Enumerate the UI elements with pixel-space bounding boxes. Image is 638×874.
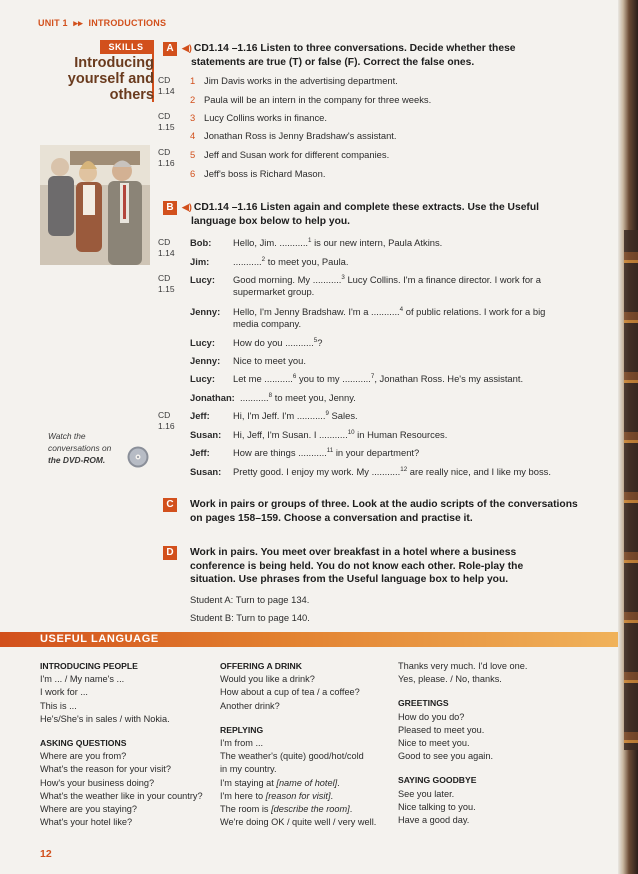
gap-number: 1 — [308, 236, 312, 244]
exercise-b-instruction — [182, 201, 582, 228]
phrase: I'm ... / My name's ... — [40, 674, 125, 685]
dialogue-speaker: Jeff: — [190, 447, 210, 458]
cd-track: 1.14 — [158, 248, 175, 258]
cd-label: CD — [158, 273, 171, 283]
dialogue-text: in your department? — [333, 447, 420, 458]
statement-number: 5 — [190, 149, 196, 160]
section-heading: ASKING QUESTIONS — [40, 738, 127, 749]
useful-language-column — [220, 660, 395, 829]
phrase: Thanks very much. I'd love one. — [398, 661, 528, 671]
gap-number: 10 — [347, 428, 355, 436]
dialogue-text: are really nice, and I like my boss. — [407, 466, 551, 477]
dvd-note-line: the DVD-ROM. — [48, 455, 106, 465]
blank-gap: ........... — [296, 410, 326, 421]
phrase-text: The room is — [220, 804, 272, 815]
book-spine-edge — [618, 0, 638, 874]
blank-gap: ........... — [371, 466, 401, 477]
phrase: Would you like a drink? — [220, 674, 315, 685]
dialogue-text: media company. — [233, 318, 302, 329]
dialogue-speaker: Lucy: — [190, 337, 216, 348]
statement-text: Jim Davis works in the advertising department. — [204, 75, 398, 86]
dialogue-text: Nice to meet you. — [233, 355, 306, 366]
unit-label: UNIT 1 — [38, 18, 68, 28]
dialogue-text: to meet you, Jenny. — [272, 392, 356, 403]
cd-label: CD — [158, 237, 171, 247]
dialogue-text: Hello, I'm Jenny Bradshaw. I'm a — [233, 306, 372, 317]
phrase: What's your hotel like? — [40, 817, 133, 828]
section-heading: INTRODUCING PEOPLE — [40, 661, 138, 671]
dvd-note — [48, 430, 128, 466]
statement — [190, 149, 389, 161]
cd-label: CD — [158, 410, 171, 420]
blank-gap: ........... — [279, 237, 309, 248]
gap-number: 7 — [370, 372, 375, 380]
statement — [190, 168, 325, 180]
skills-badge: SKILLS — [100, 40, 152, 54]
exercise-c-badge: C — [163, 498, 177, 512]
cd-track: 1.14 — [158, 86, 175, 96]
phrase: Where are you from? — [40, 751, 127, 762]
phrase: Nice talking to you. — [398, 801, 476, 812]
blank-gap: ........... — [342, 373, 371, 384]
dvd-icon — [127, 446, 149, 468]
phrase: What's the weather like in your country? — [40, 790, 203, 801]
dialogue-speaker: Jonathan: — [190, 392, 235, 403]
unit-header — [38, 18, 166, 29]
dialogue-text: , Jonathan Ross. He's my assistant. — [374, 373, 524, 384]
student-b-note: Student B: Turn to page 140. — [190, 612, 310, 623]
dialogue-text: Lucy Collins. I'm a finance director. I work for a — [344, 274, 541, 285]
phrase: in my country. — [220, 764, 277, 775]
dvd-note-line: Watch the — [48, 431, 86, 441]
blank-gap: ........... — [233, 256, 262, 267]
dialogue-line — [233, 410, 563, 422]
phrase: Have a good day. — [398, 815, 470, 826]
statement-number: 6 — [190, 168, 196, 179]
dialogue-speaker: Lucy: — [190, 373, 216, 384]
statement-number: 4 — [190, 130, 196, 141]
exercise-b-badge: B — [163, 201, 177, 215]
cd-label: CD — [158, 147, 171, 157]
dialogue-text: is our new intern, Paula Atkins. — [311, 237, 443, 248]
gap-number: 3 — [341, 273, 345, 281]
exercise-d-instruction-line: Work in pairs. You meet over breakfast in a hotel where a business — [190, 547, 517, 558]
section-heading: REPLYING — [220, 724, 264, 735]
blank-gap: ........... — [298, 447, 327, 458]
dialogue-text: to meet you, Paula. — [265, 256, 349, 267]
dialogue-speaker: Jeff: — [190, 410, 210, 421]
dialogue-text: Good morning. My — [233, 274, 313, 285]
statement-text: Lucy Collins works in finance. — [204, 112, 327, 123]
blank-gap: ........... — [319, 429, 348, 440]
dialogue-text: Pretty good. I enjoy my work. My — [233, 466, 372, 477]
statement — [190, 94, 431, 106]
dialogue-line — [233, 373, 563, 385]
cd-label: CD — [158, 111, 171, 121]
dialogue-speaker: Jenny: — [190, 355, 221, 366]
section-heading: OFFERING A DRINK — [220, 661, 302, 671]
dialogue-text: How are things — [233, 447, 299, 458]
speaker-icon[interactable]: ◀) — [182, 202, 192, 212]
cd-track: 1.16 — [158, 421, 175, 431]
section-title: INTRODUCTIONS — [88, 18, 167, 28]
dialogue-line — [233, 337, 563, 349]
dialogue-text: supermarket group. — [233, 286, 315, 297]
cd-label-group — [158, 111, 188, 133]
phrase-placeholder: [reason for visit] — [265, 790, 331, 801]
phrase: What's the reason for your visit? — [40, 764, 171, 775]
dialogue-text: How do you — [233, 337, 286, 348]
cd-label-group — [158, 410, 188, 432]
phrase: Nice to meet you. — [398, 738, 470, 749]
skills-title-line: Introducing — [74, 55, 154, 71]
useful-language-column — [40, 660, 215, 829]
dialogue-line — [240, 392, 570, 404]
phrase: Yes, please. / No, thanks. — [398, 674, 502, 685]
phrase: How's your business doing? — [40, 777, 155, 788]
blank-gap: ........... — [240, 392, 269, 403]
exercise-b-instruction-line: language box below to help you. — [191, 215, 351, 227]
phrase: How do you do? — [398, 711, 465, 722]
exercise-c-instruction-line: on pages 158–159. Choose a conversation and practise it. — [190, 512, 473, 524]
exercise-c-instruction — [190, 498, 590, 525]
phrase: Good to see you again. — [398, 751, 494, 762]
exercise-d-instruction-line: conference is being held. You do not know each other. Role-play the — [190, 560, 524, 572]
dialogue-speaker: Lucy: — [190, 274, 216, 285]
statement-text: Jonathan Ross is Jenny Bradshaw's assistant. — [204, 130, 397, 141]
statement — [190, 75, 398, 87]
dialogue-text: ? — [317, 337, 323, 348]
dialogue-speaker: Bob: — [190, 237, 212, 248]
dvd-note-line: conversations on — [48, 443, 112, 453]
dialogue-line — [233, 429, 563, 441]
phrase: See you later. — [398, 788, 455, 799]
statement — [190, 112, 327, 124]
dialogue-speaker: Susan: — [190, 429, 222, 440]
cd-track: 1.16 — [158, 158, 175, 168]
dialogue-line — [233, 306, 563, 330]
phrase: How about a cup of tea / a coffee? — [220, 687, 360, 698]
statement-number: 1 — [190, 75, 196, 86]
phrase: The room is [describe the room]. — [220, 804, 353, 815]
exercise-a-badge: A — [163, 42, 177, 56]
exercise-c-instruction-line: Work in pairs or groups of three. Look at the audio scripts of the conversations — [190, 499, 578, 510]
dialogue-line — [233, 256, 563, 268]
useful-language-title: USEFUL LANGUAGE — [40, 633, 159, 645]
cd-label-group — [158, 75, 188, 97]
blank-gap: ........... — [285, 337, 314, 348]
phrase: Where are you staying? — [40, 804, 138, 815]
gap-number: 6 — [292, 372, 297, 380]
phrase: We're doing OK / quite well / very well. — [220, 817, 377, 828]
skills-title-line: yourself and — [67, 71, 154, 87]
dialogue-text: Hi, I'm Jeff. I'm — [233, 410, 297, 421]
phrase: I work for ... — [40, 687, 88, 698]
phrase-placeholder: [name of hotel] — [276, 777, 338, 788]
student-a-note: Student A: Turn to page 134. — [190, 594, 310, 605]
dialogue-text: of public relations. I work for a big — [403, 306, 546, 317]
statement-text: Paula will be an intern in the company for three weeks. — [204, 94, 432, 105]
gap-number: 4 — [399, 305, 404, 313]
exercise-d-badge: D — [163, 546, 177, 560]
cd-track: 1.15 — [158, 122, 175, 132]
phrase: He's/She's in sales / with Nokia. — [40, 713, 170, 724]
dialogue-speaker: Jenny: — [190, 306, 221, 317]
phrase: Another drink? — [220, 700, 280, 711]
dialogue-speaker: Susan: — [190, 466, 222, 477]
cd-label-group — [158, 273, 188, 295]
statement-text: Jeff and Susan work for different companies. — [204, 149, 390, 160]
gap-number: 9 — [325, 409, 329, 417]
dialogue-line — [233, 355, 563, 367]
dialogue-line — [233, 466, 563, 478]
exercise-d-instruction — [190, 546, 590, 587]
blank-gap: ........... — [371, 306, 400, 317]
dialogue-line — [233, 447, 563, 459]
dialogue-text: Let me — [233, 373, 265, 384]
exercise-a-instruction-line: statements are true (T) or false (F). Correct the false ones. — [191, 56, 475, 68]
phrase: I'm from ... — [220, 738, 264, 749]
phrase-text: I'm here to — [220, 790, 266, 801]
cd-label-group — [158, 147, 188, 169]
dialogue-line — [233, 274, 563, 298]
dialogue-text: Hi, Jeff, I'm Susan. I — [233, 429, 320, 440]
dialogue-text: you to my — [296, 373, 343, 384]
useful-language-column — [398, 660, 573, 827]
statement — [190, 130, 397, 142]
dialogue-text: Sales. — [328, 410, 358, 421]
section-heading: GREETINGS — [398, 698, 449, 709]
phrase-text: I'm staying at — [220, 777, 277, 788]
exercise-a-instruction — [182, 42, 582, 69]
cd-label-group — [158, 237, 188, 259]
skills-title-line: others — [109, 87, 154, 103]
speaker-icon[interactable]: ◀) — [182, 43, 192, 53]
blank-gap: ........... — [264, 373, 293, 384]
photo-illustration — [40, 145, 150, 265]
phrase: This is ... — [40, 700, 77, 711]
section-heading: SAYING GOODBYE — [398, 775, 477, 786]
business-people-photo — [40, 145, 150, 265]
phrase: I'm here to [reason for visit]. — [220, 790, 334, 801]
dialogue-speaker: Jim: — [190, 256, 210, 267]
dialogue-line — [233, 237, 563, 249]
exercise-d-instruction-line: situation. Use phrases from the Useful language box to help you. — [190, 574, 509, 585]
page-number: 12 — [40, 848, 52, 860]
statement-number: 2 — [190, 94, 196, 105]
skills-title — [34, 55, 154, 103]
cd-label: CD — [158, 75, 171, 85]
blank-gap: ........... — [312, 274, 342, 285]
phrase: I'm staying at [name of hotel]. — [220, 777, 340, 788]
gap-number: 8 — [268, 391, 273, 399]
statement-number: 3 — [190, 112, 196, 123]
dialogue-text: in Human Resources. — [354, 429, 448, 440]
statement-text: Jeff's boss is Richard Mason. — [204, 168, 326, 179]
phrase-placeholder: [describe the room] — [271, 804, 350, 815]
arrows-icon: ▸▸ — [73, 18, 83, 28]
exercise-b-instruction-line: CD1.14 –1.16 Listen again and complete these extracts. Use the Useful — [193, 202, 539, 213]
gap-number: 12 — [400, 465, 408, 473]
cd-track: 1.15 — [158, 284, 175, 294]
phrase: Pleased to meet you. — [398, 724, 485, 735]
phrase: The weather's (quite) good/hot/cold — [220, 751, 364, 762]
gap-number: 2 — [261, 255, 266, 263]
gap-number: 5 — [313, 336, 318, 344]
gap-number: 11 — [326, 446, 334, 454]
dialogue-text: Hello, Jim. — [233, 237, 280, 248]
exercise-a-instruction-line: CD1.14 –1.16 Listen to three conversations. Decide whether these — [193, 43, 516, 54]
